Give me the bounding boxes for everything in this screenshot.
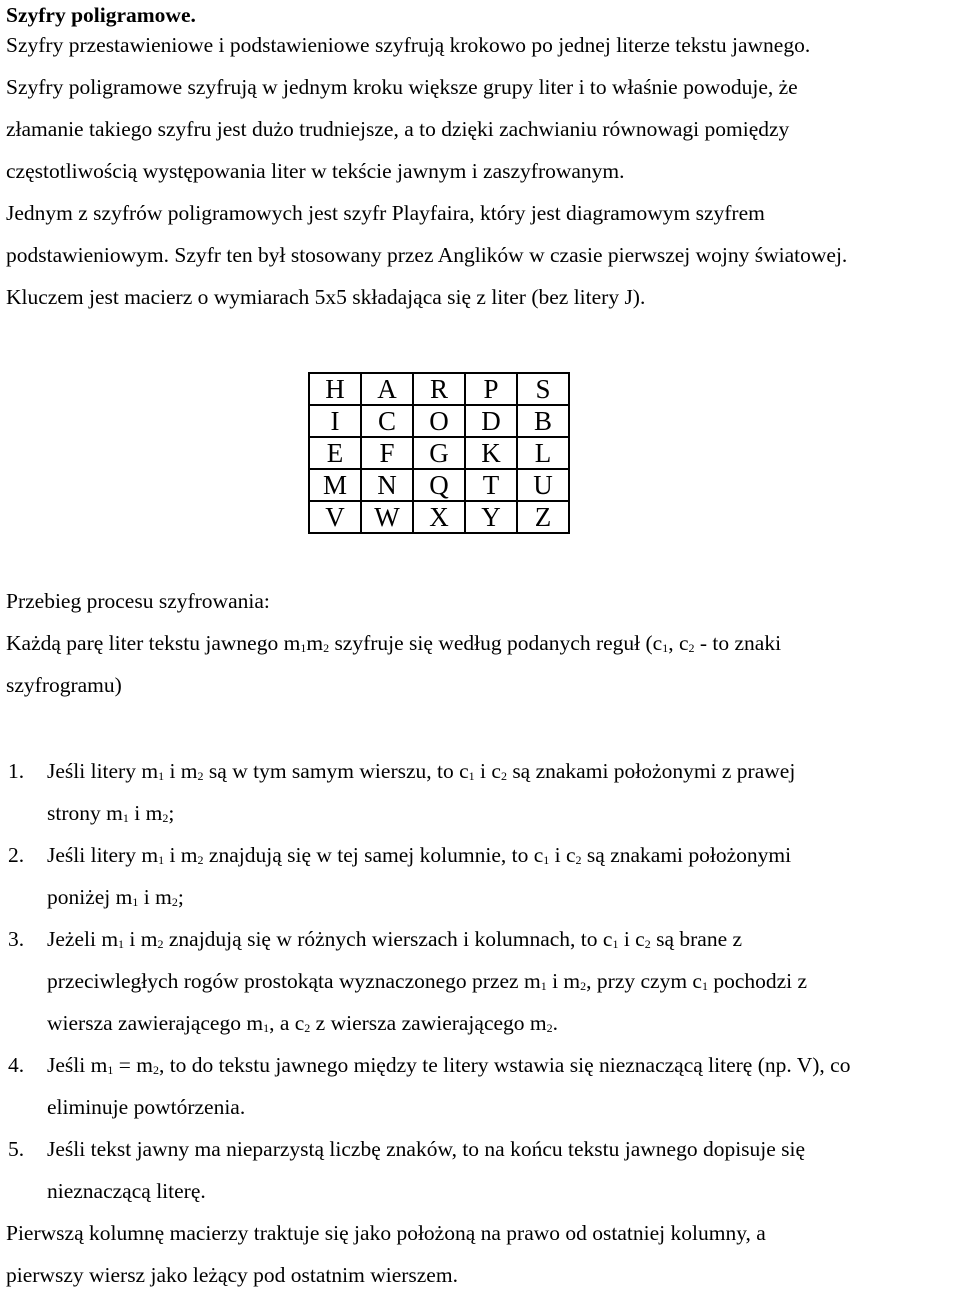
matrix-cell: L	[517, 437, 569, 469]
rule-line: poniżej $m_1$ i $m_2$;	[47, 885, 184, 909]
matrix-cell: O	[413, 405, 465, 437]
matrix-cell: S	[517, 373, 569, 405]
matrix-cell: M	[309, 469, 361, 501]
matrix-cell: W	[361, 501, 413, 533]
intro-line: złamanie takiego szyfru jest dużo trudniejsze, a to dzięki zachwianiu równowagi pomiędzy	[6, 117, 790, 141]
matrix-row	[309, 405, 569, 437]
list-item	[0, 834, 960, 918]
rule-line: Jeśli $m_1 = m_2$, to do tekstu jawnego między te litery wstawia się nieznaczącą literę (np. V), co	[47, 1053, 851, 1077]
matrix-cell: N	[361, 469, 413, 501]
rule-line: Jeżeli $m_1$ i $m_2$ znajdują się w różnych wierszach i kolumnach, to $c_1$ i $c_2$ są brane z	[47, 927, 743, 951]
process-heading: Przebieg procesu szyfrowania:	[6, 589, 270, 613]
matrix-row	[309, 373, 569, 405]
matrix-cell: C	[361, 405, 413, 437]
intro-paragraph	[6, 24, 956, 318]
rules-list	[0, 750, 960, 1212]
matrix-cell: V	[309, 501, 361, 533]
rule-line: eliminuje powtórzenia.	[47, 1095, 246, 1119]
intro-line: częstotliwością występowania liter w tekście jawnym i zaszyfrowanym.	[6, 159, 625, 183]
matrix-cell: R	[413, 373, 465, 405]
list-number: 1.	[8, 759, 25, 783]
intro-line: Jednym z szyfrów poligramowych jest szyfr Playfaira, który jest diagramowym szyfrem	[6, 201, 765, 225]
matrix-cell: X	[413, 501, 465, 533]
intro-line: Szyfry poligramowe szyfrują w jednym kroku większe grupy liter i to właśnie powoduje, że	[6, 75, 798, 99]
matrix-cell: T	[465, 469, 517, 501]
rule-line: przeciwległych rogów prostokąta wyznaczonego przez $m_1$ i $m_2$, przy czym $c_1$ pochodzi z	[47, 969, 808, 993]
intro-line: Kluczem jest macierz o wymiarach 5x5 składająca się z liter (bez litery J).	[6, 285, 646, 309]
matrix-cell: H	[309, 373, 361, 405]
rule-line: Jeśli litery $m_1$ i $m_2$ znajdują się w tej samej kolumnie, to $c_1$ i $c_2$ są znakami położonymi	[47, 843, 792, 867]
list-item	[0, 1044, 960, 1128]
rule-line: Jeśli tekst jawny ma nieparzystą liczbę znaków, to na końcu tekstu jawnego dopisuje się	[47, 1137, 806, 1161]
list-item	[0, 918, 960, 1044]
matrix-cell: B	[517, 405, 569, 437]
closing-line: pierwszy wiersz jako leżący pod ostatnim wierszem.	[6, 1263, 458, 1287]
matrix-cell: U	[517, 469, 569, 501]
process-section	[6, 580, 956, 706]
closing-line: Pierwszą kolumnę macierzy traktuje się jako położoną na prawo od ostatniej kolumny, a	[6, 1221, 766, 1245]
rule-line: nieznaczącą literę.	[47, 1179, 206, 1203]
list-number: 5.	[8, 1137, 25, 1161]
closing-paragraph	[6, 1212, 956, 1296]
process-intro-line: szyfrogramu)	[6, 673, 122, 697]
document-title: Szyfry poligramowe.	[6, 3, 196, 27]
matrix-cell: F	[361, 437, 413, 469]
list-number: 2.	[8, 843, 25, 867]
matrix-cell: K	[465, 437, 517, 469]
list-item	[0, 750, 960, 834]
matrix-cell: G	[413, 437, 465, 469]
matrix-row	[309, 501, 569, 533]
intro-line: Szyfry przestawieniowe i podstawieniowe szyfrują krokowo po jednej literze tekstu jawnego.	[6, 33, 811, 57]
matrix-row	[309, 437, 569, 469]
matrix-cell: D	[465, 405, 517, 437]
matrix-cell: I	[309, 405, 361, 437]
playfair-key-matrix	[308, 372, 570, 534]
matrix-cell: P	[465, 373, 517, 405]
rule-line: Jeśli litery $m_1$ i $m_2$ są w tym samym wierszu, to $c_1$ i $c_2$ są znakami położonymi z prawej	[47, 759, 796, 783]
rule-line: wiersza zawierającego $m_1$, a $c_2$ z wiersza zawierającego $m_2$.	[47, 1011, 559, 1035]
matrix-cell: Z	[517, 501, 569, 533]
matrix-cell: Q	[413, 469, 465, 501]
intro-line: podstawieniowym. Szyfr ten był stosowany przez Anglików w czasie pierwszej wojny światowej.	[6, 243, 848, 267]
matrix-row	[309, 469, 569, 501]
list-item	[0, 1128, 960, 1212]
rule-line: strony $m_1$ i $m_2$;	[47, 801, 175, 825]
list-number: 3.	[8, 927, 25, 951]
process-intro-line: Każdą parę liter tekstu jawnego $m_1m_2$ szyfruje się według podanych reguł ($c_1$, $c_2$ - to znaki	[6, 631, 782, 655]
matrix-cell: A	[361, 373, 413, 405]
matrix-cell: E	[309, 437, 361, 469]
list-number: 4.	[8, 1053, 25, 1077]
matrix-cell: Y	[465, 501, 517, 533]
